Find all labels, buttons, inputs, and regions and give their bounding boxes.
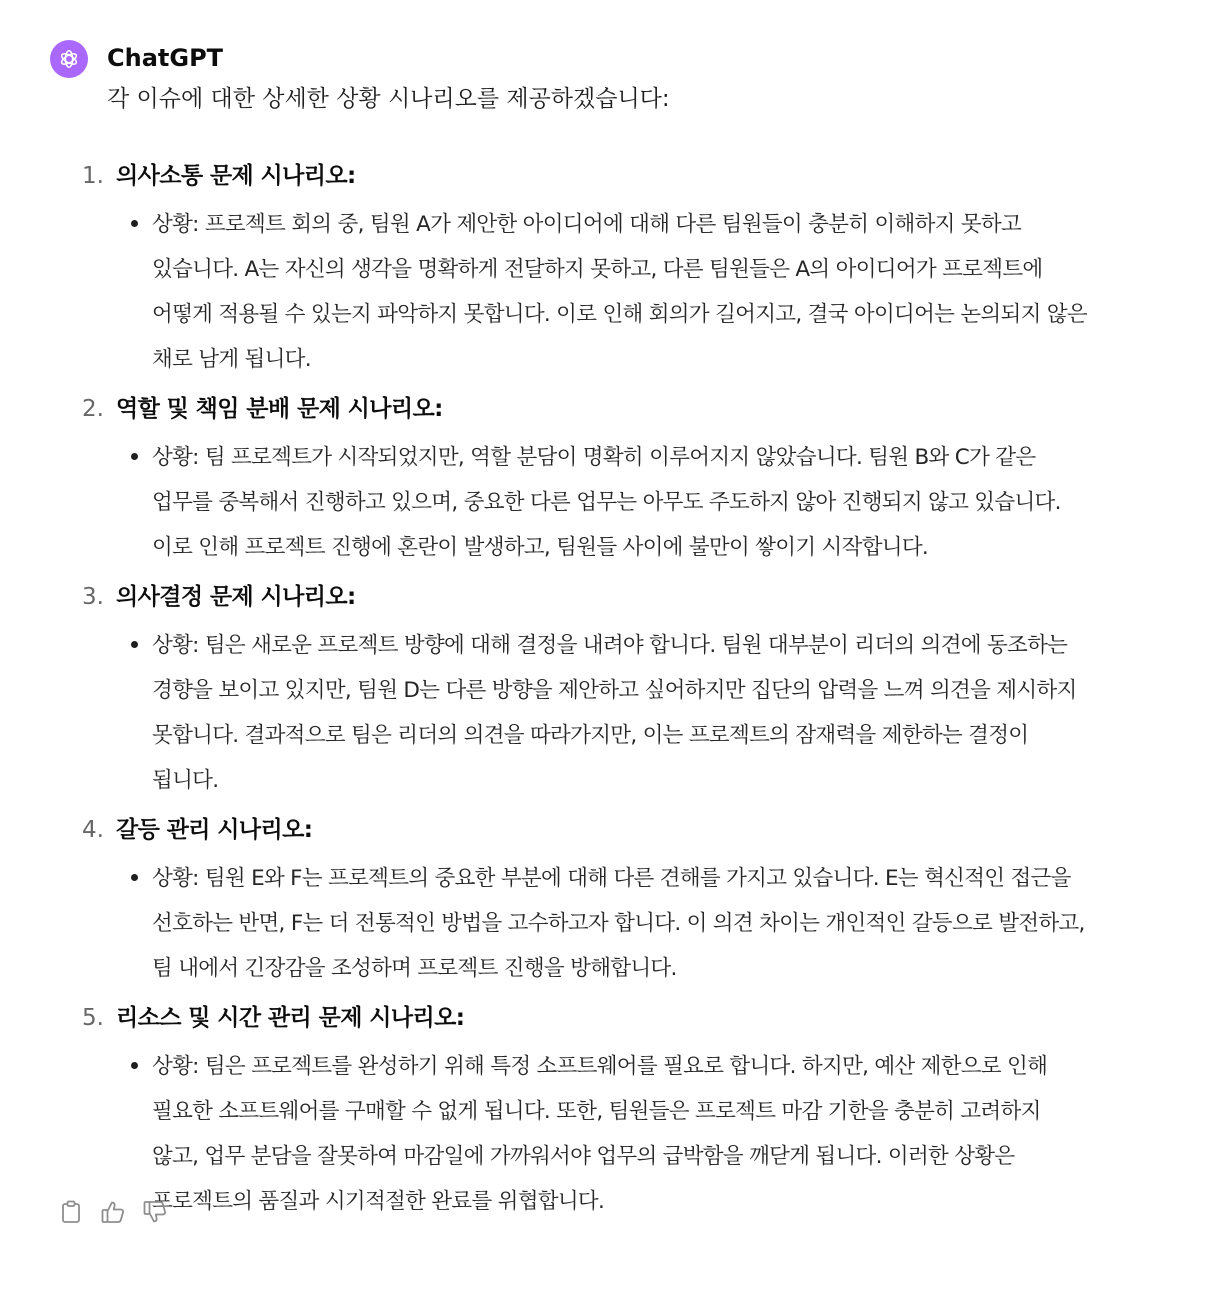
item-detail: 상황: 팀은 새로운 프로젝트 방향에 대해 결정을 내려야 합니다. 팀원 대부분이 리더의 의견에 동조하는 경향을 보이고 있지만, 팀원 D는 다른 방향을 제안하고 싶어하지만 집단의 압력을 느껴 의견을 제시하지 못합니다. 결과적으로 팀은 리더의 의견을 따라가지만, 이는 프로젝트의 잠재력을 제한하는 결정이 됩니다. [152, 633, 1077, 793]
copy-button[interactable] [58, 1198, 84, 1226]
item-number: 3. [82, 584, 104, 610]
list-item [82, 391, 1092, 579]
item-detail: 상황: 프로젝트 회의 중, 팀원 A가 제안한 아이디어에 대해 다른 팀원들이 충분히 이해하지 못하고 있습니다. A는 자신의 생각을 명확하게 전달하지 못하고, 다른 팀원들은 A의 아이디어가 프로젝트에 어떻게 적용될 수 있는지 파악하지 못합니다. 이로 인해 회의가 길어지고, 결국 아이디어는 논의되지 않은 채로 남게 됩니다. [152, 212, 1087, 372]
assistant-avatar [50, 40, 88, 78]
item-title: 의사결정 문제 시나리오: [116, 584, 356, 610]
openai-logo-icon [57, 47, 81, 71]
item-detail: 상황: 팀원 E와 F는 프로젝트의 중요한 부분에 대해 다른 견해를 가지고 있습니다. E는 혁신적인 접근을 선호하는 반면, F는 더 전통적인 방법을 고수하고자 합니다. 이 의견 차이는 개인적인 갈등으로 발전하고, 팀 내에서 긴장감을 조성하며 프로젝트 진행을 방해합니다. [152, 866, 1085, 981]
item-number: 2. [82, 396, 104, 422]
message-actions [58, 1198, 168, 1226]
item-number: 1. [82, 163, 104, 189]
thumbs-up-icon [100, 1199, 126, 1225]
thumbs-up-button[interactable] [100, 1198, 126, 1226]
bullet-dot [131, 453, 138, 460]
item-title: 갈등 관리 시나리오: [116, 817, 313, 843]
bullet-dot [131, 641, 138, 648]
item-bullet [152, 615, 1092, 812]
item-bullet [152, 848, 1092, 1000]
intro-text: 각 이슈에 대한 상세한 상황 시나리오를 제공하겠습니다: [107, 86, 670, 112]
list-item [82, 1000, 1092, 1233]
author-name: ChatGPT [107, 44, 224, 72]
list-item [82, 158, 1092, 391]
item-title: 역할 및 책임 분배 문제 시나리오: [116, 396, 443, 422]
item-detail: 상황: 팀은 프로젝트를 완성하기 위해 특정 소프트웨어를 필요로 합니다. 하지만, 예산 제한으로 인해 필요한 소프트웨어를 구매할 수 없게 됩니다. 또한, 팀원들은 프로젝트 마감 기한을 충분히 고려하지 않고, 업무 분담을 잘못하여 마감일에 가까워서야 업무의 급박함을 깨닫게 됩니다. 이러한 상황은 프로젝트의 품질과 시기적절한 완료를 위협합니다. [152, 1054, 1048, 1214]
bullet-dot [131, 874, 138, 881]
item-number: 5. [82, 1005, 104, 1031]
item-bullet [152, 427, 1092, 579]
item-bullet [152, 194, 1092, 391]
thumbs-down-icon [142, 1199, 168, 1225]
item-bullet [152, 1036, 1092, 1233]
item-title: 리소스 및 시간 관리 문제 시나리오: [116, 1005, 465, 1031]
clipboard-icon [59, 1199, 83, 1225]
thumbs-down-button[interactable] [142, 1198, 168, 1226]
bullet-dot [131, 220, 138, 227]
item-title: 의사소통 문제 시나리오: [116, 163, 356, 189]
list-item [82, 579, 1092, 812]
list-item [82, 812, 1092, 1000]
item-detail: 상황: 팀 프로젝트가 시작되었지만, 역할 분담이 명확히 이루어지지 않았습니다. 팀원 B와 C가 같은 업무를 중복해서 진행하고 있으며, 중요한 다른 업무는 아무도 주도하지 않아 진행되지 않고 있습니다. 이로 인해 프로젝트 진행에 혼란이 발생하고, 팀원들 사이에 불만이 쌓이기 시작합니다. [152, 445, 1061, 560]
scenario-list [82, 158, 1092, 1233]
item-number: 4. [82, 817, 104, 843]
bullet-dot [131, 1062, 138, 1069]
